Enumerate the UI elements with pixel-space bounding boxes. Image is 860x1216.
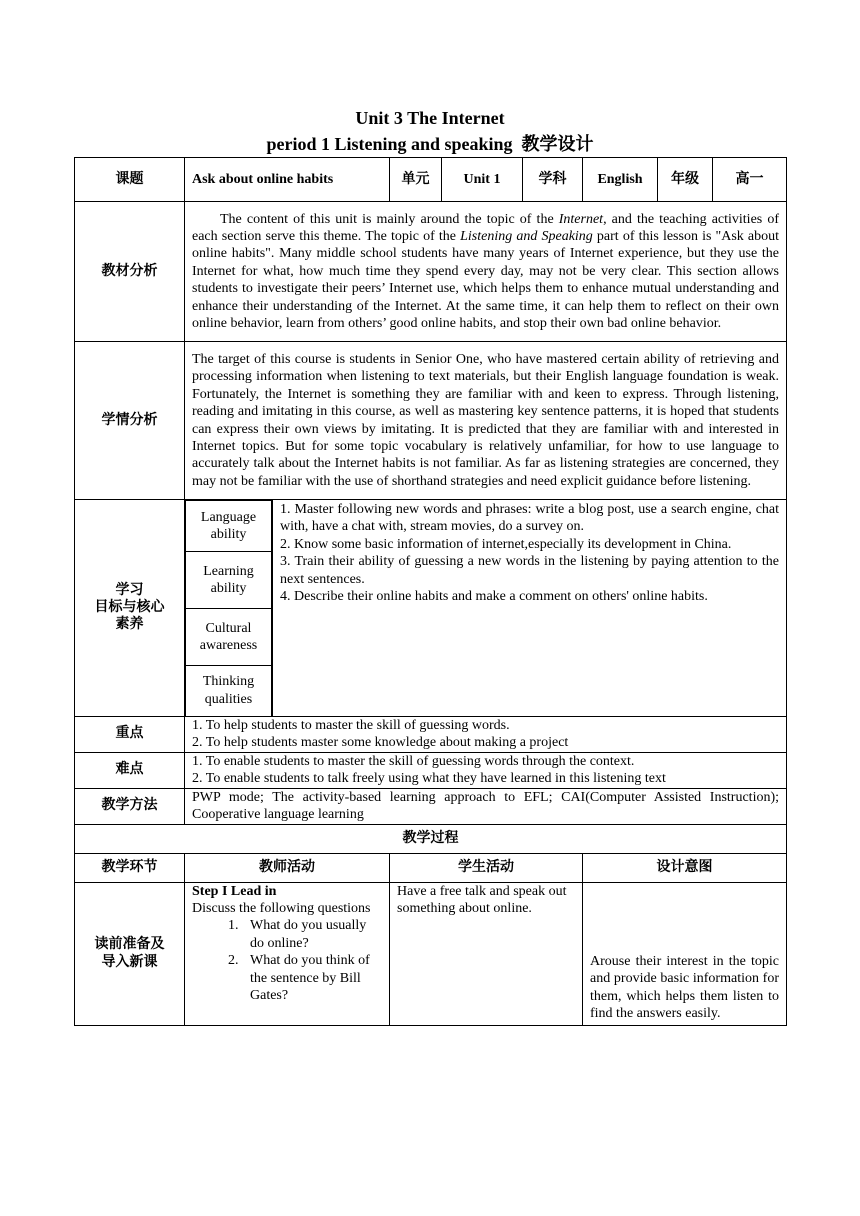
difficulties-label: 难点 bbox=[75, 752, 185, 788]
material-analysis-text: The content of this unit is mainly around the topic of the Internet, and the teaching activities of each section serve this theme. The topic of the Listening and Speaking part of this lesson is "Ask about online habits". Many middle school students have many years of Internet experience, but they use the Internet for what, how much time they spend every day, may not be very clear. This section allows students to investigate their peers’ Internet use, which helps them to enhance mutual understanding and enhance their understanding of the Internet. At the same time, it can help them to reflect on their own online behavior, learn from others’ good online habits, and stop their own bad online behavior. bbox=[185, 202, 787, 342]
col-header-teacher: 教师活动 bbox=[185, 853, 390, 882]
subtitle-english: period 1 Listening and speaking bbox=[266, 134, 513, 154]
key-points-row bbox=[75, 716, 787, 752]
step-title: Step I Lead in bbox=[192, 883, 277, 899]
stage-cell: 读前准备及 导入新课 bbox=[75, 882, 185, 1025]
competency-thinking: Thinking qualities bbox=[186, 666, 272, 716]
grade-label: 年级 bbox=[658, 158, 713, 202]
topic-label: 课题 bbox=[75, 158, 185, 202]
document-subtitle bbox=[0, 132, 860, 157]
student-activity-cell: Have a free talk and speak out something about online. bbox=[390, 882, 583, 1025]
material-analysis-label: 教材分析 bbox=[75, 202, 185, 342]
student-analysis-row bbox=[75, 342, 787, 500]
col-header-stage: 教学环节 bbox=[75, 853, 185, 882]
methods-label: 教学方法 bbox=[75, 788, 185, 824]
key-points-label: 重点 bbox=[75, 716, 185, 752]
difficulties-row bbox=[75, 752, 787, 788]
lesson-plan-table bbox=[74, 157, 787, 1026]
question-item: 2. What do you think of the sentence by Bill Gates? bbox=[242, 952, 382, 1004]
difficulties-text: 1. To enable students to master the skill of guessing words through the context. 2. To enable students to talk freely using what they have learned in this listening text bbox=[185, 752, 787, 788]
unit-label: 单元 bbox=[390, 158, 442, 202]
competency-cultural: Cultural awareness bbox=[186, 609, 272, 666]
question-item: 1. What do you usually do online? bbox=[242, 917, 382, 952]
unit-value: Unit 1 bbox=[442, 158, 523, 202]
goal-item: 1. Master following new words and phrases: write a blog post, use a search engine, chat with, have a chat with, stream movies, do a survey on. bbox=[280, 502, 780, 535]
methods-text: PWP mode; The activity-based learning approach to EFL; CAI(Computer Assisted Instruction); Cooperative language learning bbox=[185, 788, 787, 824]
design-intent-cell: Arouse their interest in the topic and provide basic information for them, which helps them listen to find the answers easily. bbox=[583, 882, 787, 1025]
competencies-cell bbox=[185, 500, 273, 717]
competencies-list bbox=[185, 500, 272, 716]
teacher-activity-cell bbox=[185, 882, 390, 1025]
objectives-label: 学习 目标与核心 素养 bbox=[75, 500, 185, 717]
goal-item: 4. Describe their online habits and make a comment on others' online habits. bbox=[280, 589, 708, 605]
col-header-student: 学生活动 bbox=[390, 853, 583, 882]
process-title: 教学过程 bbox=[75, 824, 787, 853]
competency-learning: Learning ability bbox=[186, 552, 272, 609]
grade-value: 高一 bbox=[713, 158, 787, 202]
subject-label: 学科 bbox=[523, 158, 583, 202]
topic-value: Ask about online habits bbox=[185, 158, 390, 202]
material-analysis-row bbox=[75, 202, 787, 342]
student-analysis-text: The target of this course is students in Senior One, who have mastered certain ability of retrieving and processing information when listening to text materials, but their English language foundation is weak. Fortunately, the Internet is something they are familiar with and keen to express. Through listening, reading and imitating in this course, as well as mastering key sentence patterns, it is hoped that students can express their own views by imitating. It is predicted that they are familiar with and interested in Internet topics. But for some topic vocabulary is relatively unfamiliar, for how to use language to accurately talk about the Internet habits is not familiar. As far as listening strategies are concerned, they may not be familiar with the use of shorthand strategies and need explicit guidance before listening. bbox=[185, 342, 787, 500]
process-header-row bbox=[75, 853, 787, 882]
student-analysis-label: 学情分析 bbox=[75, 342, 185, 500]
goal-item: 2. Know some basic information of internet,especially its development in China. bbox=[280, 536, 732, 552]
document-title: Unit 3 The Internet bbox=[355, 108, 505, 128]
process-row bbox=[75, 882, 787, 1025]
goal-item: 3. Train their ability of guessing a new words in the listening by paying attention to the next sentences. bbox=[280, 554, 780, 587]
subject-value: English bbox=[583, 158, 658, 202]
key-points-text: 1. To help students to master the skill of guessing words. 2. To help students master some knowledge about making a project bbox=[185, 716, 787, 752]
competency-language: Language ability bbox=[186, 501, 272, 552]
info-row bbox=[75, 158, 787, 202]
objectives-row bbox=[75, 500, 787, 717]
goals-cell bbox=[273, 500, 787, 717]
subtitle-chinese: 教学设计 bbox=[521, 134, 594, 155]
process-title-row bbox=[75, 824, 787, 853]
col-header-intent: 设计意图 bbox=[583, 853, 787, 882]
question-list bbox=[192, 917, 382, 1004]
step-intro: Discuss the following questions bbox=[192, 900, 371, 916]
methods-row bbox=[75, 788, 787, 824]
